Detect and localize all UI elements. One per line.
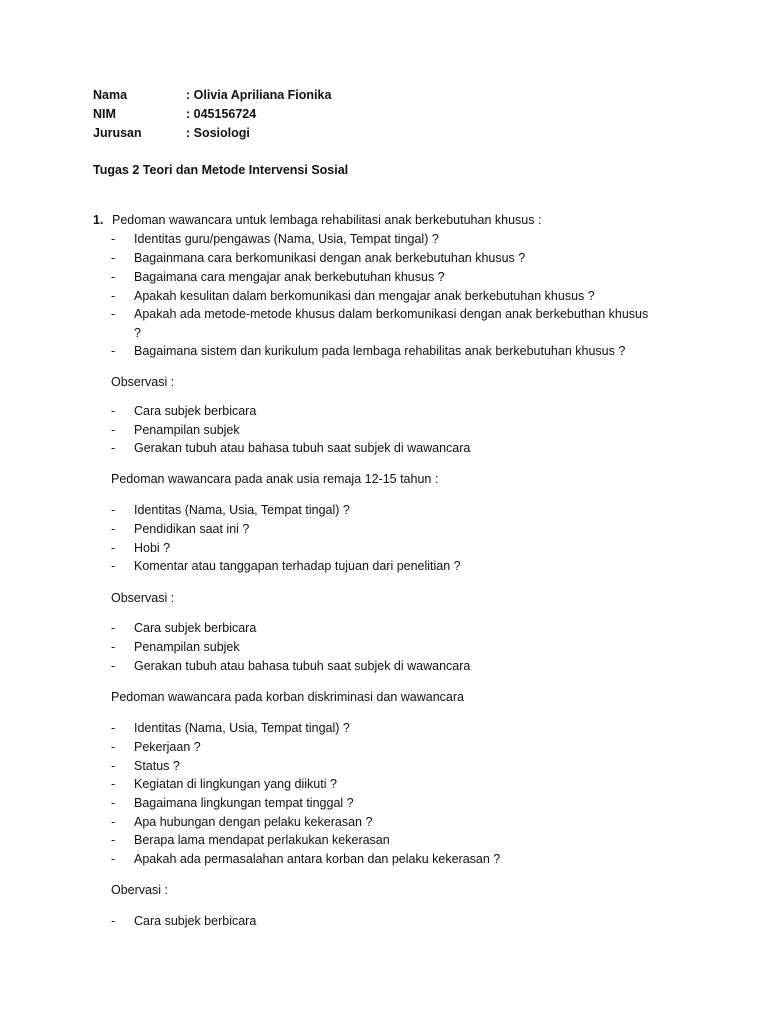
list-item: Cara subjek berbicara xyxy=(134,404,257,418)
list-item: Bagainmana cara berkomunikasi dengan anak berkebutuhan khusus ? xyxy=(134,251,526,265)
bullet: - xyxy=(111,423,116,437)
bullet: - xyxy=(111,740,116,754)
bullet: - xyxy=(111,621,116,635)
value-nim: : 045156724 xyxy=(186,107,257,121)
observation-heading: Observasi : xyxy=(111,591,175,605)
list-item: Apa hubungan dengan pelaku kekerasan ? xyxy=(134,815,373,829)
bullet: - xyxy=(111,559,116,573)
observation-heading: Observasi : xyxy=(111,375,175,389)
label-jurusan: Jurusan xyxy=(93,126,142,140)
value-nama: : Olivia Apriliana Fionika xyxy=(186,88,332,102)
bullet: - xyxy=(111,721,116,735)
list-item: Hobi ? xyxy=(134,541,171,555)
list-item: Pendidikan saat ini ? xyxy=(134,522,250,536)
list-item: Bagaimana cara mengajar anak berkebutuhan khusus ? xyxy=(134,270,445,284)
list-item: Bagaimana lingkungan tempat tinggal ? xyxy=(134,796,354,810)
list-item: Gerakan tubuh atau bahasa tubuh saat subjek di wawancara xyxy=(134,441,471,455)
list-item: Cara subjek berbicara xyxy=(134,914,257,928)
bullet: - xyxy=(111,796,116,810)
bullet: - xyxy=(111,759,116,773)
list-item: Komentar atau tanggapan terhadap tujuan dari penelitian ? xyxy=(134,559,461,573)
section-heading-q1: Pedoman wawancara untuk lembaga rehabilitasi anak berkebutuhan khusus : xyxy=(112,213,542,227)
bullet: - xyxy=(111,640,116,654)
bullet: - xyxy=(111,270,116,284)
bullet: - xyxy=(111,251,116,265)
bullet: - xyxy=(111,659,116,673)
section-heading-korban: Pedoman wawancara pada korban diskriminasi dan wawancara xyxy=(111,690,464,704)
bullet: - xyxy=(111,852,116,866)
label-nama: Nama xyxy=(93,88,128,102)
question-number: 1. xyxy=(93,213,104,227)
list-item: Penampilan subjek xyxy=(134,423,240,437)
list-item: Penampilan subjek xyxy=(134,640,240,654)
assignment-title: Tugas 2 Teori dan Metode Intervensi Sosial xyxy=(93,163,349,177)
bullet: - xyxy=(111,307,116,321)
list-item-continuation: ? xyxy=(134,326,141,340)
list-item: Bagaimana sistem dan kurikulum pada lembaga rehabilitas anak berkebutuhan khusus ? xyxy=(134,344,626,358)
list-item: Pekerjaan ? xyxy=(134,740,201,754)
list-item: Apakah kesulitan dalam berkomunikasi dan mengajar anak berkebutuhan khusus ? xyxy=(134,289,595,303)
bullet: - xyxy=(111,289,116,303)
bullet: - xyxy=(111,914,116,928)
list-item: Status ? xyxy=(134,759,180,773)
list-item: Cara subjek berbicara xyxy=(134,621,257,635)
bullet: - xyxy=(111,833,116,847)
bullet: - xyxy=(111,404,116,418)
list-item: Gerakan tubuh atau bahasa tubuh saat subjek di wawancara xyxy=(134,659,471,673)
observation-heading: Obervasi : xyxy=(111,883,168,897)
label-nim: NIM xyxy=(93,107,116,121)
list-item: Identitas guru/pengawas (Nama, Usia, Tempat tingal) ? xyxy=(134,232,439,246)
bullet: - xyxy=(111,777,116,791)
section-heading-remaja: Pedoman wawancara pada anak usia remaja 12-15 tahun : xyxy=(111,472,439,486)
list-item: Kegiatan di lingkungan yang diikuti ? xyxy=(134,777,337,791)
bullet: - xyxy=(111,503,116,517)
bullet: - xyxy=(111,522,116,536)
list-item: Apakah ada metode-metode khusus dalam berkomunikasi dengan anak berkebuthan khusus xyxy=(134,307,649,321)
bullet: - xyxy=(111,441,116,455)
bullet: - xyxy=(111,541,116,555)
list-item: Apakah ada permasalahan antara korban dan pelaku kekerasan ? xyxy=(134,852,501,866)
list-item: Berapa lama mendapat perlakukan kekerasan xyxy=(134,833,390,847)
list-item: Identitas (Nama, Usia, Tempat tingal) ? xyxy=(134,503,350,517)
bullet: - xyxy=(111,232,116,246)
list-item: Identitas (Nama, Usia, Tempat tingal) ? xyxy=(134,721,350,735)
bullet: - xyxy=(111,344,116,358)
bullet: - xyxy=(111,815,116,829)
value-jurusan: : Sosiologi xyxy=(186,126,250,140)
